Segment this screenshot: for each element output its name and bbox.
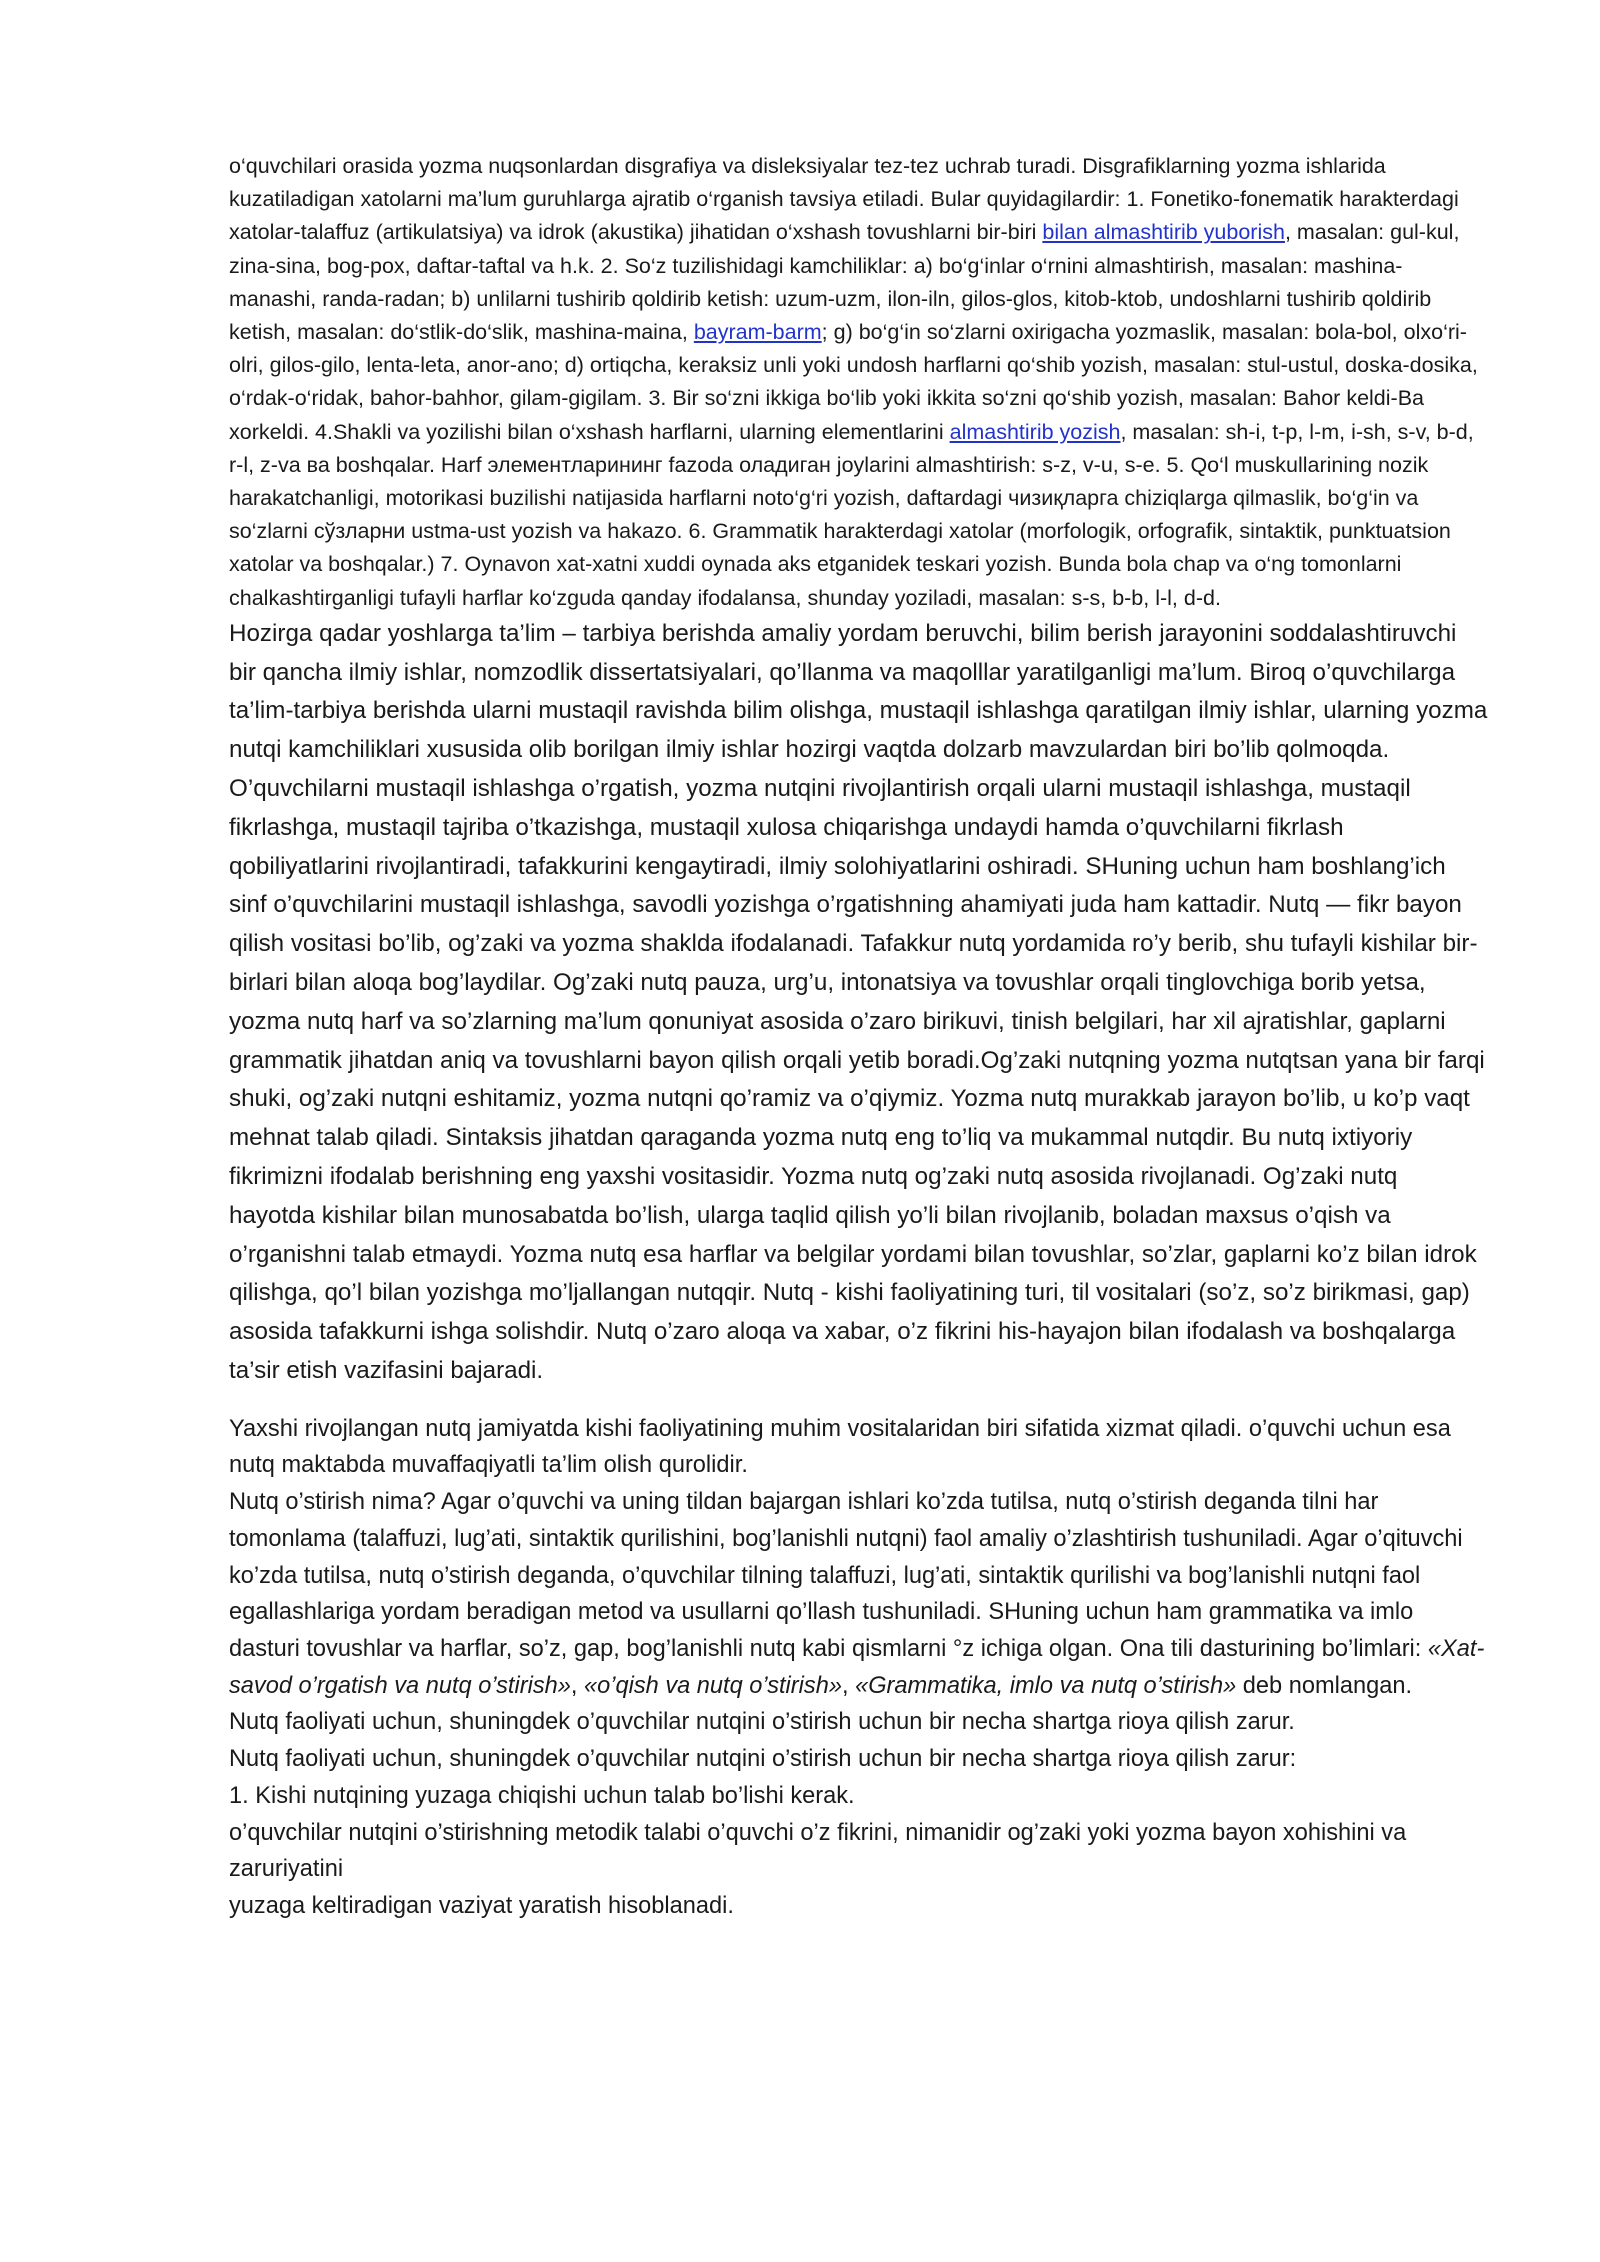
paragraph-text: , masalan: sh-i, t-p, l-m, i-sh, s-v, b-d, r-l, z-va ва boshqalar. Harf элементларининг fazoda оладиган joylarini almashtirish: s-z, v-u, s-e. 5. Qo‘l muskullarining nozik harakatchanligi, motorikasi buzilishi natijasida harflarni noto‘g‘ri yozish, daftardagi чизиқларга chiziqlarga qilmaslik, bo‘g‘in va so‘zlarni сўзларни ustma-ust yozish va hakazo. 6. Grammatik harakterdagi xatolar (morfologik, orfografik, sintaktik, punktuatsion xatolar va boshqalar.) 7. Oynavon xat-xatni xuddi oynada aks etganidek teskari yozish. Bunda bola chap va o‘ng tomonlarni chalkashtirganligi tufayli harflar ko‘zguda qanday ifodalansa, shunday yoziladi, masalan: s-s, b-b, l-l, d-d. [229, 419, 1474, 610]
document-page [229, 150, 1489, 1925]
hyperlink[interactable]: bilan almashtirib yuborish [1042, 220, 1285, 245]
paragraph-text: o‘quvchilari orasida yozma nuqsonlardan disgrafiya va disleksiyalar tez-tez uchrab turadi. Disgrafiklarning yozma ishlarida kuzatiladigan xatolarni ma’lum guruhlarga ajratib o‘rganish tavsiya etiladi. Bular quyidagilardir: 1. Fonetiko-fonematik harakterdagi xatolar-talaffuz (artikulatsiya) va idrok (akustika) jihatidan o‘xshash tovushlarni bir-biri [229, 154, 1459, 245]
list-item: 1. Kishi nutqining yuzaga chiqishi uchun talab bo’lishi kerak. [229, 1782, 855, 1809]
section-title: «o’qish va nutq o’stirish» [584, 1672, 842, 1699]
paragraph-text: deb nomlangan. [1236, 1672, 1412, 1699]
hyperlink[interactable]: almashtirib yozish [949, 419, 1121, 444]
paragraph-text: , masalan: gul-kul, zina-sina, bog-pox, daftar-taftal va h.k. 2. So‘z tuzilishidagi kamchiliklar: a) bo‘g‘inlar o‘rnini almashtirish, masalan: mashina-manashi, randa-radan; b) unlilarni tushirib qoldirib ketish: uzum-uzm, ilon-iln, gilos-glos, kitob-ktob, undoshlarni tushirib qoldirib ketish, masalan: do‘stlik-do‘slik, mashina-maina, [229, 220, 1460, 345]
paragraph-text: Nutq o’stirish nima? Agar o’quvchi va uning tildan bajargan ishlari ko’zda tutilsa, nutq o’stirish deganda tilni har tomonlama (talaffuzi, lug’ati, sintaktik qurilishini, bog’lanishli nutqni) faol amaliy o’zlashtirish tushuniladi. Agar o’qituvchi ko’zda tutilsa, nutq o’stirish deganda, o’quvchilar tilning talaffuzi, lug’ati, sintaktik qurilishi va bog’lanishli nutqni faol egallashlariga yordam beradigan metod va usullarni qo’llash tushuniladi. SHuning uchun ham grammatika va imlo dasturi tovushlar va harflar, so’z, gap, bog’lanishli nutq kabi qismlarni °z ichiga olgan. Ona tili dasturining bo’limlari: [229, 1489, 1463, 1662]
paragraph-disgraphia-errors [229, 150, 1489, 615]
paragraph-conditions-list-intro: Nutq faoliyati uchun, shuningdek o’quvchilar nutqini o’stirish uchun bir necha shartga rioya qilish zarur: [229, 1746, 1297, 1773]
paragraph-written-speech: Hozirga qadar yoshlarga ta’lim – tarbiya berishda amaliy yordam beruvchi, bilim berish jarayonini soddalashtiruvchi bir qancha ilmiy ishlar, nomzodlik dissertatsiyalari, qo’llanma va maqolllar yaratilganligi ma’lum. Biroq o’quvchilarga ta’lim-tarbiya berishda ularni mustaqil ravishda bilim olishga, mustaqil ishlashga qaratilgan ilmiy ishlar, ularning yozma nutqi kamchiliklari xususida olib borilgan ilmiy ishlar hozirgi vaqtda dolzarb mavzulardan biri bo’lib qolmoqda. O’quvchilarni mustaqil ishlashga o’rgatish, yozma nutqini rivojlantirish orqali ularni mustaqil ishlashga, mustaqil fikrlashga, mustaqil tajriba o’tkazishga, mustaqil xulosa chiqarishga undaydi hamda o’quvchilarni fikrlash qobiliyatlarini rivojlantiradi, tafakkurini kengaytiradi, ilmiy solohiyatlarini oshiradi. SHuning uchun ham boshlang’ich sinf o’quvchilarini mustaqil ishlashga, savodli yozishga o’rgatishning ahamiyati juda ham kattadir. Nutq — fikr bayon qilish vositasi bo’lib, og’zaki va yozma shaklda ifodalanadi. Tafakkur nutq yordamida ro’y berib, shu tufayli kishilar bir-birlari bilan aloqa bog’laydilar. Og’zaki nutq pauza, urg’u, intonatsiya va tovushlar orqali tinglovchiga borib yetsa, yozma nutq harf va so’zlarning ma’lum qonuniyat asosida o’zaro birikuvi, tinish belgilari, har xil ajratishlar, gaplarni grammatik jihatdan aniq va tovushlarni bayon qilish orqali yetib boradi.Og’zaki nutqning yozma nutqtsan yana bir farqi shuki, og’zaki nutqni eshitamiz, yozma nutqni qo’ramiz va o’qiymiz. Yozma nutq murakkab jarayon bo’lib, u ko’p vaqt mehnat talab qiladi. Sintaksis jihatdan qaraganda yozma nutq eng to’liq va mukammal nutqdir. Bu nutq ixtiyoriy fikrimizni ifodalab berishning eng yaxshi vositasidir. Yozma nutq og’zaki nutq asosida rivojlanadi. Og’zaki nutq hayotda kishilar bilan munosabatda bo’lish, ularga taqlid qilish yo’li bilan rivojlanib, boladan maxsus o’qish va o’rganishni talab etmaydi. Yozma nutq esa harflar va belgilar yordami bilan tovushlar, so’zlar, gaplarni ko’z bilan idrok qilishga, qo’l bilan yozishga mo’ljallangan nutqqir. Nutq - kishi faoliyatining turi, til vositalari (so’z, so’z birikmasi, gap) asosida tafakkurni ishga solishdir. Nutq o’zaro aloqa va xabar, o’z fikrini his-hayajon bilan ifodalash va boshqalarga ta’sir etish vazifasini bajaradi. [229, 619, 1488, 1384]
paragraph-situation: yuzaga keltiradigan vaziyat yaratish hisoblanadi. [229, 1892, 734, 1919]
paragraph-conditions: Nutq faoliyati uchun, shuningdek o’quvchilar nutqini o’stirish uchun bir necha shartga rioya qilish zarur. [229, 1709, 1295, 1736]
paragraph-text: ; g) bo‘g‘in so‘zlarni oxirigacha yozmaslik, masalan: bola-bol, olxo‘ri-olri, gilos-gilo, lenta-leta, anor-ano; d) ortiqcha, keraksiz unli yoki undosh harflarni qo‘shib yozish, masalan: stul-ustul, doska-dosika, o‘rdak-o‘ridak, bahor-bahhor, gilam-gigilam. 3. Bir so‘zni ikkiga bo‘lib yoki ikkita so‘zni qo‘shib yozish, masalan: Bahor keldi-Ba xorkeldi. 4.Shakli va yozilishi bilan o‘xshash harflarni, ularning elementlarini [229, 320, 1478, 444]
paragraph-methodical-requirement: o’quvchilar nutqini o’stirishning metodik talabi o’quvchi o’z fikrini, nimanidir og’zaki yoki yozma bayon xohishini va zaruriyatini [229, 1819, 1407, 1883]
section-title: «Xat-savod o’rgatish va nutq o’stirish» [229, 1636, 1485, 1699]
paragraph-developed-speech: Yaxshi rivojlangan nutq jamiyatda kishi faoliyatining muhim vositalaridan biri sifatida xizmat qiladi. o’quvchi uchun esa nutq maktabda muvaffaqiyatli ta’lim olish qurolidir. [229, 1415, 1451, 1479]
hyperlink[interactable]: bayram-barm [693, 320, 822, 345]
paragraph-speech-development: Nutq o’stirish nima? Agar o’quvchi va uning tildan bajargan ishlari ko’zda tutilsa, nutq o’stirish deganda tilni har tomonlama (talaffuzi, lug’ati, sintaktik qurilishini, bog’lanishli nutqni) faol amaliy o’zlashtirish tushuniladi. Agar o’qituvchi ko’zda tutilsa, nutq o’stirish deganda, o’quvchilar tilning talaffuzi, lug’ati, sintaktik qurilishi va bog’lanishli nutqni faol egallashlariga yordam beradigan metod va usullarni qo’llash tushuniladi. SHuning uchun ham grammatika va imlo dasturi tovushlar va harflar, so’z, gap, bog’lanishli nutq kabi qismlarni °z ichiga olgan. Ona tili dasturining bo’limlari: «Xat-savod o’rgatish va nutq o’stirish», «o’qish va nutq o’stirish», «Grammatika, imlo va nutq o’stirish» deb nomlangan. [229, 1489, 1485, 1699]
section-title: «Grammatika, imlo va nutq o’stirish» [855, 1672, 1237, 1699]
